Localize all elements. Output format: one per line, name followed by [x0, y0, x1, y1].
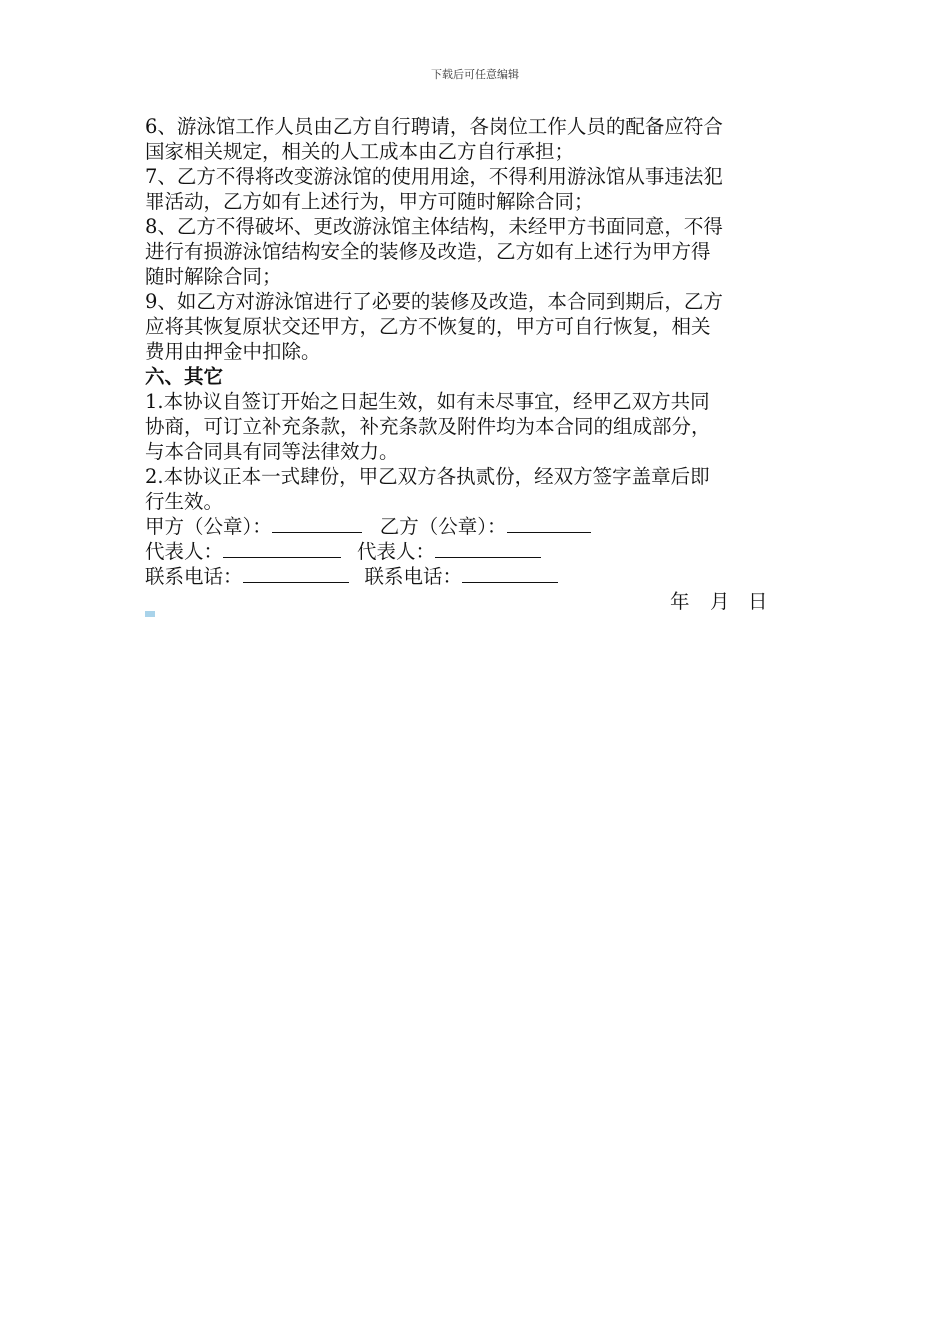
section-title: 六、其它	[145, 365, 224, 388]
cursor-marker	[145, 611, 155, 617]
document-body	[145, 114, 810, 614]
clause-line: 国家相关规定，相关的人工成本由乙方自行承担；	[145, 140, 575, 163]
party-a-phone-label: 联系电话：	[145, 565, 243, 588]
date-line	[145, 589, 810, 614]
party-a-phone-blank[interactable]	[243, 564, 349, 583]
clause-line: 7、乙方不得将改变游泳馆的使用用途，不得利用游泳馆从事违法犯	[145, 165, 723, 188]
date-month: 月	[710, 590, 730, 613]
party-a-rep-label: 代表人：	[145, 540, 224, 563]
party-a-seal-label: 甲方（公章）：	[145, 515, 272, 538]
party-b-rep-label: 代表人：	[357, 540, 436, 563]
clause-line: 罪活动，乙方如有上述行为，甲方可随时解除合同；	[145, 190, 594, 213]
clause-line: 应将其恢复原状交还甲方，乙方不恢复的，甲方可自行恢复，相关	[145, 315, 711, 338]
section-line: 行生效。	[145, 490, 224, 513]
party-a-seal-blank[interactable]	[272, 514, 362, 533]
party-b-phone-blank[interactable]	[462, 564, 558, 583]
section-line: 与本合同具有同等法律效力。	[145, 440, 399, 463]
representative-line	[145, 539, 810, 564]
section-line: 1.本协议自签订开始之日起生效，如有未尽事宜，经甲乙双方共同	[145, 390, 710, 413]
page-header: 下载后可任意编辑	[431, 68, 519, 81]
party-b-rep-blank[interactable]	[435, 539, 541, 558]
clause-line: 9、如乙方对游泳馆进行了必要的装修及改造，本合同到期后，乙方	[145, 290, 723, 313]
clause-line: 费用由押金中扣除。	[145, 340, 321, 363]
clause-line: 8、乙方不得破坏、更改游泳馆主体结构，未经甲方书面同意，不得	[145, 215, 723, 238]
party-b-seal-blank[interactable]	[507, 514, 591, 533]
section-line: 2.本协议正本一式肆份，甲乙双方各执贰份，经双方签字盖章后即	[145, 465, 710, 488]
seal-line	[145, 514, 810, 539]
clause-line: 随时解除合同；	[145, 265, 282, 288]
party-b-phone-label: 联系电话：	[364, 565, 463, 588]
clause-line: 进行有损游泳馆结构安全的装修及改造，乙方如有上述行为甲方得	[145, 240, 711, 263]
section-line: 协商，可订立补充条款，补充条款及附件均为本合同的组成部分，	[145, 415, 711, 438]
clause-line: 6、游泳馆工作人员由乙方自行聘请，各岗位工作人员的配备应符合	[145, 115, 723, 138]
phone-line	[145, 564, 810, 589]
date-day: 日	[748, 590, 768, 613]
date-year: 年	[670, 590, 690, 613]
party-b-seal-label: 乙方（公章）：	[379, 515, 507, 538]
party-a-rep-blank[interactable]	[223, 539, 341, 558]
